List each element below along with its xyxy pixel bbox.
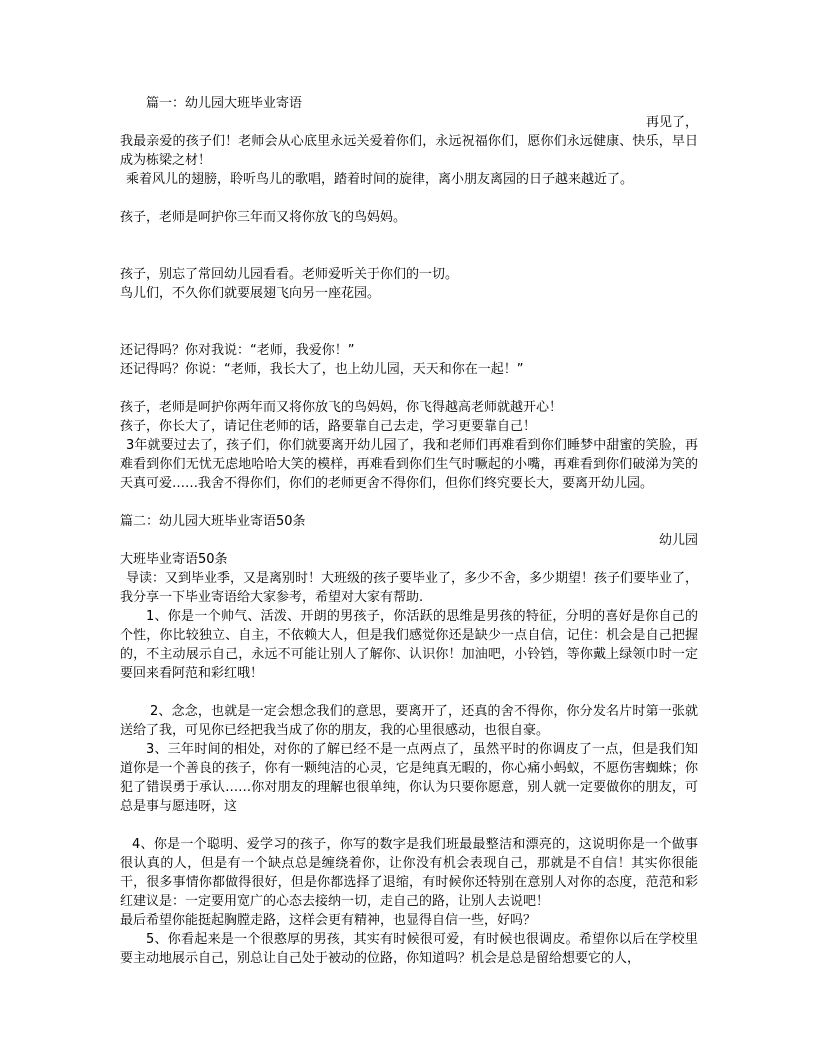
article2-subtitle-right: 幼儿园 xyxy=(658,533,698,548)
article2-item: 2、念念，也就是一定会想念我们的意思，要离开了，还真的舍不得你，你分发名片时第一张就送给了我，可见你已经把我当成了你的朋友，我的心里很感动，也很自豪。 xyxy=(120,704,698,738)
article1-paragraph: 还记得吗？你说：“老师，我长大了，也上幼儿园，天天和你在一起！” xyxy=(120,362,524,377)
article1-paragraph: 孩子，老师是呵护你三年而又将你放飞的鸟妈妈。 xyxy=(120,210,407,225)
article2-item: 1、你是一个帅气、活泼、开朗的男孩子，你活跃的思维是男孩的特征，分明的喜好是你自己的个性，你比较独立、自主，不依赖大人，但是我们感觉你还是缺少一点自信，记住：机会是自己把握的，不主动展示自己，永远不可能让别人了解你、认识你！加油吧，小铃铛，等你戴上绿领巾时一定要回来看阿范和彩红哦！ xyxy=(120,609,698,681)
article1-greeting-right: 再见了， xyxy=(645,115,698,130)
article2-item: 4、你是一个聪明、爱学习的孩子，你写的数字是我们班最最整洁和漂亮的，这说明你是一个做事很认真的人，但是有一个缺点总是缠绕着你，让你没有机会表现自己，那就是不自信！其实你很能干，很多事情你都做得很好，但是你都选择了退缩，有时候你还特别在意别人对你的态度，范范和彩红建议是：一定要用宽广的心态去接纳一切，走自己的路，让别人去说吧！ xyxy=(120,837,698,909)
document-page xyxy=(120,94,698,968)
article1-greeting-body: 我最亲爱的孩子们！老师会从心底里永远关爱着你们，永远祝福你们，愿你们永远健康、快乐，早日成为栋梁之材！ xyxy=(120,134,698,168)
article1-paragraph: 还记得吗？你对我说：“老师，我爱你！” xyxy=(120,343,355,358)
article2-subtitle-cont: 大班毕业寄语50条 xyxy=(120,552,228,567)
article1-paragraph: 乘着风儿的翅膀，聆听鸟儿的歌唱，踏着时间的旋律，离小朋友离园的日子越来越近了。 xyxy=(126,172,634,187)
article2-title: 篇二：幼儿园大班毕业寄语50条 xyxy=(120,514,306,529)
article1-paragraph: 3年就要过去了，孩子们，你们就要离开幼儿园了，我和老师们再难看到你们睡梦中甜蜜的笑脸，再难看到你们无忧无虑地哈哈大笑的模样，再难看到你们生气时噘起的小嘴，再难看到你们破涕为笑的天真可爱……我舍不得你们，你们的老师更舍不得你们，但你们终究要长大，要离开幼儿园。 xyxy=(120,438,698,491)
article1-paragraph: 孩子，老师是呵护你两年而又将你放飞的鸟妈妈，你飞得越高老师就越开心！ xyxy=(120,400,563,415)
article1-title: 篇一：幼儿园大班毕业寄语 xyxy=(146,96,303,111)
article1-paragraph: 孩子，别忘了常回幼儿园看看。老师爱听关于你们的一切。 xyxy=(120,267,459,282)
article1-paragraph: 鸟儿们，不久你们就要展翅飞向另一座花园。 xyxy=(120,286,381,301)
article2-item: 3、三年时间的相处，对你的了解已经不是一点两点了，虽然平时的你调皮了一点，但是我们知道你是一个善良的孩子，你有一颗纯洁的心灵，它是纯真无暇的，你心痛小蚂蚁，不愿伤害蜘蛛；你犯了错误勇于承认……你对朋友的理解也很单纯，你认为只要你愿意，别人就一定要做你的朋友，可总是事与愿违呀，这 xyxy=(120,742,698,814)
article1-paragraph: 孩子，你长大了，请记住老师的话，路要靠自己去走，学习更要靠自己！ xyxy=(120,419,537,434)
article2-item-tail: 最后希望你能挺起胸膛走路，这样会更有精神，也显得自信一些，好吗？ xyxy=(120,913,537,928)
article2-intro: 导读：又到毕业季，又是离别时！大班级的孩子要毕业了，多少不舍，多少期望！孩子们要毕业了，我分享一下毕业寄语给大家参考，希望对大家有帮助. xyxy=(120,571,699,605)
article2-item: 5、你看起来是一个很憨厚的男孩，其实有时候很可爱，有时候也很调皮。希望你以后在学校里要主动地展示自己，别总让自己处于被动的位路，你知道吗？机会是总是留给想要它的人， xyxy=(120,932,698,966)
